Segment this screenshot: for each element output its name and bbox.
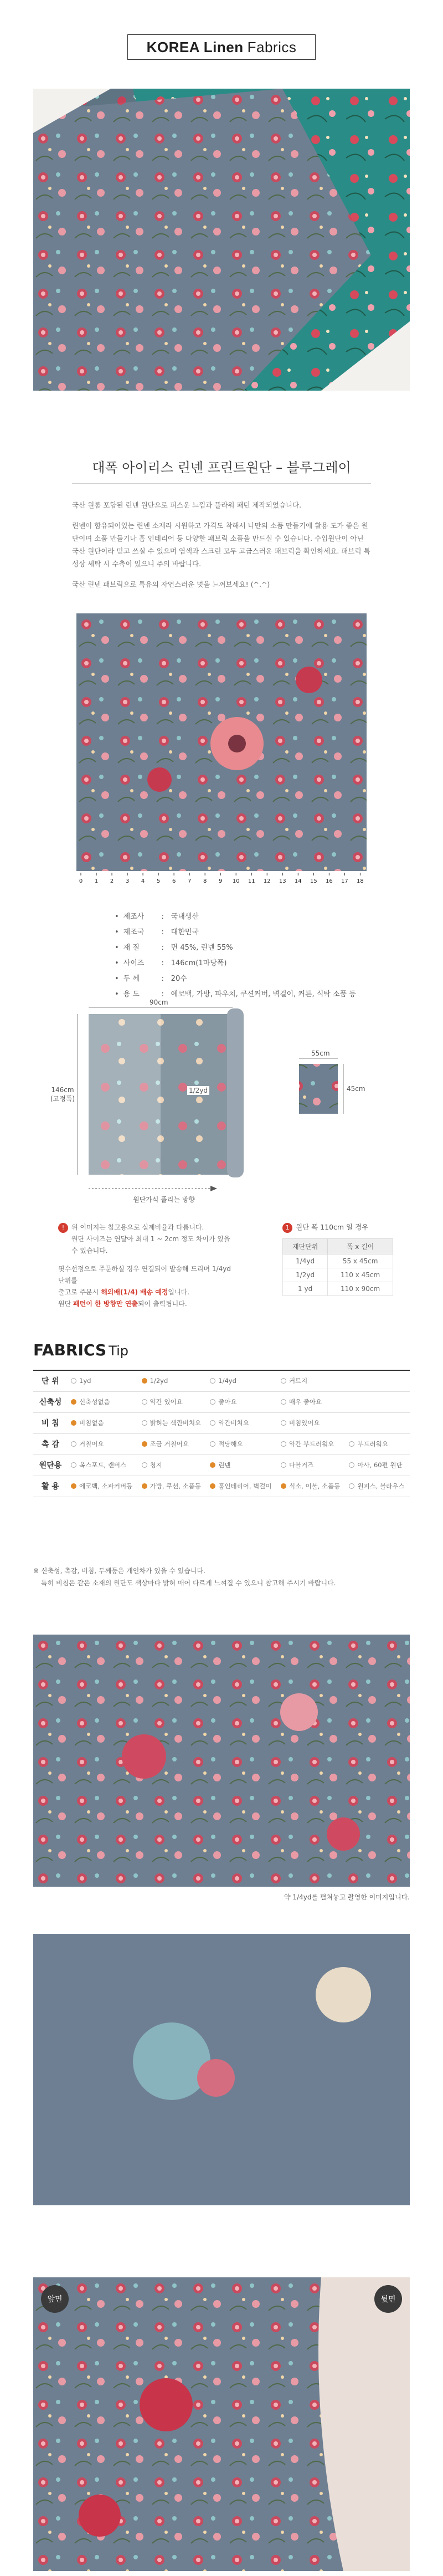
note-2-highlight: 해외배(1/4) <box>101 1288 138 1296</box>
tip-option-label: 홈인테리어, 벽걸이 <box>218 1482 272 1490</box>
spec-table <box>114 909 360 1003</box>
tip-option-label: 좋아요 <box>218 1398 237 1406</box>
cut-table <box>282 1238 393 1296</box>
ruler-mark: 8 <box>203 878 207 884</box>
tip-option-label: 비침있어요 <box>289 1419 320 1427</box>
size-diagram-svg <box>55 997 410 1213</box>
radio-dot-icon <box>281 1462 286 1468</box>
tip-option-empty <box>346 1412 410 1433</box>
spec-colon: : <box>161 990 164 998</box>
tip-option <box>68 1476 138 1497</box>
radio-dot-icon <box>210 1399 215 1405</box>
ruler-mark: 1 <box>94 878 99 884</box>
tip-option <box>68 1455 138 1476</box>
radio-dot-icon <box>210 1483 215 1489</box>
ruler-mark: 7 <box>187 878 192 884</box>
spec-colon: : <box>161 913 164 921</box>
radio-dot-icon <box>349 1441 354 1447</box>
title-divider <box>72 483 371 484</box>
radio-dot-icon <box>142 1399 147 1405</box>
cut-size: 110 x 90cm <box>328 1282 393 1295</box>
tip-option <box>207 1455 277 1476</box>
radio-dot-icon <box>210 1462 215 1468</box>
spec-value: 국내생산 <box>171 913 199 921</box>
tip-option <box>138 1391 207 1412</box>
cut-title: 원단 폭 110cm 일 경우 <box>296 1223 369 1231</box>
tip-row-header: 단 위 <box>33 1370 68 1391</box>
ruler-mark: 15 <box>310 878 317 884</box>
tip-option <box>138 1370 207 1391</box>
small-height-label: 45cm <box>347 1085 365 1093</box>
radio-dot-icon <box>281 1483 286 1489</box>
tip-row <box>33 1412 410 1433</box>
grain-direction-label: 원단가식 풀리는 방향 <box>133 1196 195 1204</box>
radio-dot-icon <box>210 1441 215 1447</box>
brand-header <box>127 34 316 60</box>
tip-option-empty <box>346 1391 410 1412</box>
ruler-mark: 12 <box>263 878 271 884</box>
cut-number-icon: 1 <box>282 1223 292 1233</box>
cut-size: 110 x 45cm <box>328 1268 393 1282</box>
tip-option-label: 약간비쳐요 <box>218 1419 249 1427</box>
tip-option <box>277 1412 346 1433</box>
detail-floral-2 <box>33 1934 410 2205</box>
cut-row <box>283 1254 393 1268</box>
intro-paragraph: 린넨이 함유되어있는 린넨 소재라 시원하고 가격도 착해서 나만의 소품 만들기에 활용 도가 좋은 원단이며 소품 만들기나 홈 인테리어 등 다양한 패브릭 소품을 만드실 수 있습니다. 수입원단이 아닌 국산 원단이라 믿고 쓰실 수 있으며 염색과 스크린 모두 고급스러운 패브릭을 확인하세요. 패브릭 특성상 세탁 시 수축이 있으니 주의 바랍니다. <box>72 521 370 568</box>
tip-option <box>68 1412 138 1433</box>
cut-unit: 1/2yd <box>283 1268 328 1282</box>
radio-dot-icon <box>142 1483 147 1489</box>
cut-size: 55 x 45cm <box>328 1254 393 1268</box>
spec-value: 대한민국 <box>171 928 199 936</box>
size-diagram <box>50 997 410 1213</box>
ruler-mark: 10 <box>232 878 240 884</box>
spec-bullet-icon: • <box>115 944 119 952</box>
fabric-stack-illustration <box>33 89 410 391</box>
cut-row <box>283 1268 393 1282</box>
radio-dot-icon <box>281 1420 286 1426</box>
radio-dot-icon <box>210 1378 215 1384</box>
cut-head-size: 폭 x 길이 <box>328 1238 393 1254</box>
spec-value: 에코백, 가방, 파우치, 쿠션커버, 벽걸이, 커튼, 식탁 소품 등 <box>171 990 356 998</box>
ruler-mark: 13 <box>279 878 286 884</box>
height-label: 146cm (고정폭) <box>50 1086 75 1103</box>
tip-row <box>33 1455 410 1476</box>
ruler-mark: 18 <box>357 878 364 884</box>
spec-colon: : <box>161 928 164 936</box>
tip-option-label: 비침없음 <box>79 1419 104 1427</box>
spec-bullet-icon: • <box>115 959 119 967</box>
radio-dot-icon <box>71 1441 76 1447</box>
radio-dot-icon <box>71 1399 76 1405</box>
size-notes <box>58 1222 235 1310</box>
tip-option-label: 옥스포드, 캔버스 <box>79 1461 127 1469</box>
detail-photo-1 <box>33 1635 410 1887</box>
intro-paragraph: 국산 원룸 포함된 린넨 원단으로 피스운 느낌과 플라워 패턴 제작되었습니다. <box>72 501 302 509</box>
ruler-mark: 17 <box>341 878 348 884</box>
hero-fabric-photo <box>33 89 410 391</box>
tip-option-label: 에코백, 소파커버등 <box>79 1482 133 1490</box>
spec-key: 제조사 <box>123 913 145 921</box>
tip-option-label: 다블거즈 <box>289 1461 314 1469</box>
tip-option-label: 1yd <box>79 1377 91 1385</box>
tip-option <box>346 1455 410 1476</box>
radio-dot-icon <box>71 1420 76 1426</box>
tip-option <box>346 1476 410 1497</box>
radio-dot-icon <box>281 1399 286 1405</box>
tip-row <box>33 1433 410 1455</box>
spec-bullet-icon: • <box>115 990 119 998</box>
radio-dot-icon <box>281 1378 286 1384</box>
spec-row <box>115 925 359 940</box>
product-intro <box>72 499 371 598</box>
floral-swatch <box>76 613 367 871</box>
spec-value: 146cm(1마당폭) <box>171 959 227 967</box>
spec-bullet-icon: • <box>115 975 119 983</box>
tip-option <box>207 1433 277 1455</box>
ruler-mark: 0 <box>79 878 83 884</box>
detail-floral-1 <box>33 1635 410 1887</box>
cut-size-table <box>282 1222 410 1296</box>
radio-dot-icon <box>142 1441 147 1447</box>
tip-option-label: 신축성없음 <box>79 1398 110 1406</box>
radio-dot-icon <box>71 1483 76 1489</box>
tip-row-header: 촉 감 <box>33 1433 68 1455</box>
tip-row <box>33 1391 410 1412</box>
note-1: 위 이미지는 참고용으로 실제비율과 다릅니다. <box>71 1223 204 1231</box>
tip-row-header: 원단용 <box>33 1455 68 1476</box>
tip-option-label: 가방, 쿠션, 소품등 <box>150 1482 202 1490</box>
spec-colon: : <box>161 975 164 983</box>
tip-option-label: 청지 <box>150 1461 162 1469</box>
ruler-mark: 2 <box>110 878 114 884</box>
note-number-icon: ! <box>58 1223 68 1233</box>
tip-row <box>33 1370 410 1391</box>
yard-label: 1/2yd <box>187 1086 209 1095</box>
spec-key: 사이즈 <box>123 959 145 967</box>
tip-option-empty <box>346 1370 410 1391</box>
brand-bold: KOREA Linen <box>146 38 244 55</box>
spec-row <box>115 956 359 971</box>
width-label: 90cm <box>150 998 168 1006</box>
fabrics-tip-table <box>33 1370 410 1497</box>
radio-dot-icon <box>142 1420 147 1426</box>
tip-title-rest: Tip <box>109 1343 128 1359</box>
spec-value: 면 45%, 린넨 55% <box>171 944 233 952</box>
radio-dot-icon <box>349 1483 354 1489</box>
tip-option-label: 매우 좋아요 <box>289 1398 322 1406</box>
tip-footnote-1: ※ 신축성, 촉감, 비침, 두께등은 개인차가 있을 수 있습니다. <box>33 1567 205 1575</box>
cut-unit: 1 yd <box>283 1282 328 1295</box>
tip-option <box>68 1391 138 1412</box>
radio-dot-icon <box>71 1462 76 1468</box>
note-2b: 출고로 주문시 <box>58 1288 99 1296</box>
tip-option <box>68 1433 138 1455</box>
spec-bullet-icon: • <box>115 913 119 921</box>
ruler-mark: 16 <box>325 878 333 884</box>
tip-option-label: 아사, 60편 원단 <box>357 1461 403 1469</box>
fabric-swatch-photo <box>76 613 367 871</box>
spec-key: 제조국 <box>123 928 145 936</box>
detail-photo-2 <box>33 1934 410 2205</box>
note-2-highlight-2: 배송 예정 <box>140 1288 168 1296</box>
tip-option-label: 커트지 <box>289 1377 308 1385</box>
back-badge: 뒷면 <box>374 2285 402 2313</box>
tip-option-label: 원피스, 블라우스 <box>357 1482 405 1490</box>
radio-dot-icon <box>71 1378 76 1384</box>
tip-row <box>33 1476 410 1497</box>
tip-option <box>277 1476 346 1497</box>
tip-option-label: 1/2yd <box>150 1377 168 1385</box>
tip-option <box>68 1370 138 1391</box>
cut-row <box>283 1282 393 1295</box>
tip-option-label: 적당해요 <box>218 1440 243 1448</box>
note-3-highlight: 패턴이 한 방향만 연출 <box>73 1300 138 1308</box>
tip-option-label: 1/4yd <box>218 1377 236 1385</box>
spec-row <box>115 941 359 955</box>
tip-option <box>277 1370 346 1391</box>
tip-option <box>207 1370 277 1391</box>
tip-title-bold: FABRICS <box>33 1341 107 1359</box>
ruler-mark: 5 <box>156 878 161 884</box>
tip-option <box>207 1476 277 1497</box>
radio-dot-icon <box>281 1441 286 1447</box>
ruler-mark: 11 <box>248 878 255 884</box>
tip-option-label: 거칠어요 <box>79 1440 104 1448</box>
ruler-mark: 9 <box>219 878 223 884</box>
tip-option-label: 조금 거칠어요 <box>150 1440 189 1448</box>
tip-footnote-2: 특히 비침은 같은 소재의 원단도 색상마다 밝혀 매어 다르게 느껴질 수 있으니 참고해 주시기 바랍니다. <box>41 1579 336 1587</box>
note-2d: 입니다. <box>168 1288 189 1296</box>
spec-row <box>115 910 359 924</box>
spec-key: 재 질 <box>123 944 140 952</box>
tip-option-label: 부드러워요 <box>357 1440 388 1448</box>
tip-option <box>207 1391 277 1412</box>
spec-row <box>115 972 359 986</box>
tip-option <box>207 1412 277 1433</box>
intro-paragraph: 국산 린넨 패브릭으로 특유의 자연스러운 멋을 느껴보세요! (^.^) <box>72 580 270 588</box>
small-width-label: 55cm <box>311 1049 330 1057</box>
tip-option <box>138 1476 207 1497</box>
brand-rest: Fabrics <box>247 38 297 55</box>
ruler-scale <box>76 873 367 886</box>
tip-option <box>138 1455 207 1476</box>
tip-footnote <box>33 1565 336 1589</box>
front-back-photo <box>33 2277 410 2571</box>
tip-option-label: 식소, 이불, 소품등 <box>289 1482 341 1490</box>
ruler-mark: 6 <box>172 878 176 884</box>
tip-row-header: 활 용 <box>33 1476 68 1497</box>
radio-dot-icon <box>349 1462 354 1468</box>
radio-dot-icon <box>210 1420 215 1426</box>
cut-unit: 1/4yd <box>283 1254 328 1268</box>
spec-key: 용 도 <box>123 990 140 998</box>
tip-row-header: 신축성 <box>33 1391 68 1412</box>
photo-caption: 약 1/4yd를 펼쳐놓고 촬영한 이미지입니다. <box>284 1893 410 1901</box>
spec-colon: : <box>161 944 164 952</box>
tip-option <box>346 1433 410 1455</box>
ruler-mark: 14 <box>294 878 302 884</box>
ruler <box>76 873 367 886</box>
tip-option <box>138 1433 207 1455</box>
front-badge: 앞면 <box>41 2285 69 2313</box>
front-back-floral <box>33 2277 410 2571</box>
tip-option <box>277 1455 346 1476</box>
spec-colon: : <box>161 959 164 967</box>
cut-head-unit: 재단단위 <box>283 1238 328 1254</box>
fabrics-tip-title <box>33 1341 128 1359</box>
product-title: 대폭 아이리스 린넨 프린트원단 – 블루그레이 <box>92 460 351 475</box>
radio-dot-icon <box>142 1462 147 1468</box>
note-3b: 되어 출력됩니다. <box>137 1300 187 1308</box>
spec-key: 두 께 <box>123 975 140 983</box>
tip-option <box>138 1412 207 1433</box>
tip-row-header: 비 침 <box>33 1412 68 1433</box>
spec-value: 20수 <box>171 975 187 983</box>
radio-dot-icon <box>142 1378 147 1384</box>
ruler-mark: 4 <box>141 878 145 884</box>
tip-option <box>277 1433 346 1455</box>
tip-option <box>277 1391 346 1412</box>
ruler-mark: 3 <box>125 878 130 884</box>
tip-option-label: 약간 있어요 <box>150 1398 183 1406</box>
tip-option-label: 약간 부드러워요 <box>289 1440 334 1448</box>
note-2a: 핏수선정으로 주문하실 경우 연결되어 발송해 드리며 1/4yd 단위를 <box>58 1265 231 1284</box>
spec-bullet-icon: • <box>115 928 119 936</box>
note-3a: 원단 <box>58 1300 71 1308</box>
tip-option-label: 밝혀는 색깐비쳐요 <box>150 1419 202 1427</box>
tip-option-label: 린넨 <box>218 1461 231 1469</box>
note-1b: 원단 사이즈는 연달아 최대 1 ~ 2cm 정도 차이가 있을 수 있습니다. <box>71 1235 230 1254</box>
